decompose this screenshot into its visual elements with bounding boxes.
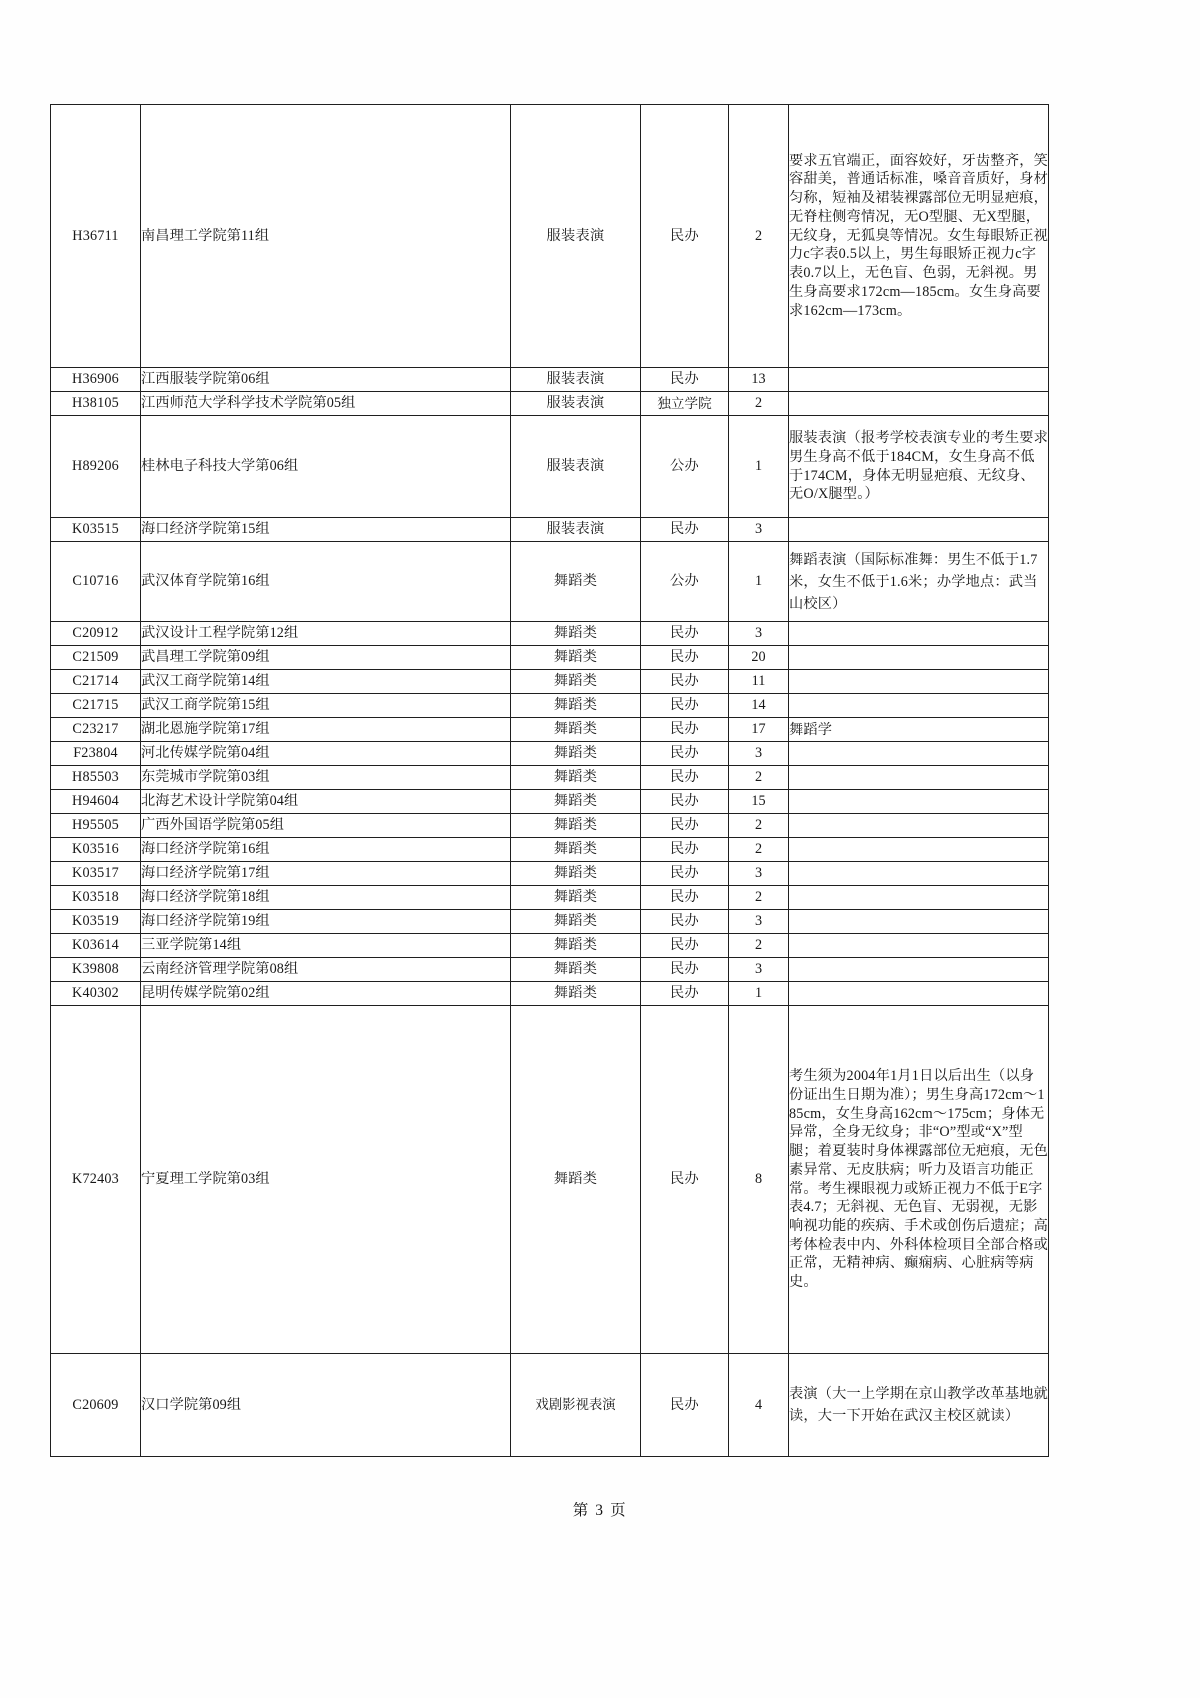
cell-institution-name: 江西服装学院第06组 [141,368,511,392]
cell-institution-code: H95505 [51,814,141,838]
cell-institution-name: 武昌理工学院第09组 [141,646,511,670]
cell-institution-code: C20609 [51,1354,141,1457]
cell-plan-count: 3 [729,958,789,982]
cell-school-type: 民办 [641,862,729,886]
cell-remark [789,392,1049,416]
cell-plan-count: 2 [729,105,789,368]
cell-major-category: 舞蹈类 [511,742,641,766]
cell-remark [789,742,1049,766]
cell-institution-code: H94604 [51,790,141,814]
cell-institution-code: K72403 [51,1006,141,1354]
cell-major-category: 舞蹈类 [511,814,641,838]
cell-major-category: 舞蹈类 [511,838,641,862]
cell-major-category: 戏剧影视表演 [511,1354,641,1457]
cell-school-type: 民办 [641,105,729,368]
cell-major-category: 舞蹈类 [511,622,641,646]
cell-plan-count: 20 [729,646,789,670]
admissions-table [50,104,1049,1457]
cell-remark [789,790,1049,814]
cell-remark: 舞蹈学 [789,718,1049,742]
cell-institution-code: H89206 [51,416,141,518]
cell-major-category: 舞蹈类 [511,862,641,886]
cell-major-category: 服装表演 [511,392,641,416]
cell-major-category: 服装表演 [511,518,641,542]
cell-major-category: 舞蹈类 [511,718,641,742]
cell-school-type: 民办 [641,886,729,910]
cell-institution-name: 海口经济学院第18组 [141,886,511,910]
table-row [51,742,1049,766]
cell-institution-code: C20912 [51,622,141,646]
table-row [51,622,1049,646]
cell-major-category: 舞蹈类 [511,542,641,622]
cell-institution-name: 武汉工商学院第14组 [141,670,511,694]
cell-plan-count: 4 [729,1354,789,1457]
cell-institution-code: H38105 [51,392,141,416]
cell-institution-name: 三亚学院第14组 [141,934,511,958]
table-row [51,416,1049,518]
cell-remark [789,368,1049,392]
cell-institution-name: 汉口学院第09组 [141,1354,511,1457]
cell-remark [789,518,1049,542]
cell-school-type: 民办 [641,958,729,982]
cell-school-type: 民办 [641,910,729,934]
cell-institution-name: 南昌理工学院第11组 [141,105,511,368]
cell-remark: 表演（大一上学期在京山教学改革基地就读，大一下开始在武汉主校区就读） [789,1354,1049,1457]
cell-major-category: 舞蹈类 [511,694,641,718]
cell-institution-name: 湖北恩施学院第17组 [141,718,511,742]
cell-institution-code: C10716 [51,542,141,622]
cell-institution-name: 江西师范大学科学技术学院第05组 [141,392,511,416]
cell-school-type: 民办 [641,646,729,670]
cell-plan-count: 2 [729,814,789,838]
table-row [51,646,1049,670]
cell-institution-code: H85503 [51,766,141,790]
cell-remark: 服装表演（报考学校表演专业的考生要求男生身高不低于184CM，女生身高不低于174CM，身体无明显疤痕、无纹身、无O/X腿型。） [789,416,1049,518]
cell-institution-name: 宁夏理工学院第03组 [141,1006,511,1354]
cell-plan-count: 14 [729,694,789,718]
table-row [51,670,1049,694]
cell-remark [789,862,1049,886]
cell-remark [789,694,1049,718]
admissions-table-body [51,105,1049,1457]
cell-remark: 舞蹈表演（国际标准舞：男生不低于1.7米，女生不低于1.6米；办学地点：武当山校区） [789,542,1049,622]
cell-school-type: 公办 [641,416,729,518]
cell-school-type: 民办 [641,766,729,790]
cell-remark [789,766,1049,790]
cell-school-type: 民办 [641,934,729,958]
cell-institution-name: 河北传媒学院第04组 [141,742,511,766]
cell-plan-count: 2 [729,838,789,862]
cell-institution-code: C21715 [51,694,141,718]
cell-major-category: 舞蹈类 [511,958,641,982]
cell-institution-name: 武汉工商学院第15组 [141,694,511,718]
cell-school-type: 民办 [641,518,729,542]
cell-institution-code: K03515 [51,518,141,542]
cell-major-category: 服装表演 [511,105,641,368]
table-row [51,694,1049,718]
cell-plan-count: 2 [729,766,789,790]
table-row [51,1354,1049,1457]
cell-school-type: 民办 [641,742,729,766]
cell-remark [789,958,1049,982]
cell-remark: 要求五官端正，面容姣好，牙齿整齐，笑容甜美，普通话标准，嗓音音质好，身材匀称，短袖及裙装裸露部位无明显疤痕，无脊柱侧弯情况，无O型腿、无X型腿，无纹身，无狐臭等情况。女生每眼矫正视力c字表0.5以上，男生每眼矫正视力c字表0.7以上，无色盲、色弱，无斜视。男生身高要求172cm—185cm。女生身高要求162cm—173cm。 [789,105,1049,368]
cell-school-type: 民办 [641,368,729,392]
cell-plan-count: 3 [729,910,789,934]
cell-remark [789,934,1049,958]
table-row [51,814,1049,838]
cell-plan-count: 13 [729,368,789,392]
table-row [51,862,1049,886]
table-row [51,542,1049,622]
cell-institution-name: 北海艺术设计学院第04组 [141,790,511,814]
cell-institution-code: K03614 [51,934,141,958]
cell-institution-code: H36906 [51,368,141,392]
table-row [51,886,1049,910]
cell-plan-count: 11 [729,670,789,694]
table-row [51,790,1049,814]
cell-plan-count: 2 [729,392,789,416]
cell-major-category: 舞蹈类 [511,886,641,910]
cell-major-category: 舞蹈类 [511,670,641,694]
cell-school-type: 民办 [641,982,729,1006]
cell-institution-code: K03517 [51,862,141,886]
cell-institution-name: 昆明传媒学院第02组 [141,982,511,1006]
cell-school-type: 民办 [641,838,729,862]
cell-school-type: 民办 [641,718,729,742]
cell-major-category: 舞蹈类 [511,982,641,1006]
cell-major-category: 服装表演 [511,416,641,518]
cell-remark [789,886,1049,910]
cell-school-type: 民办 [641,694,729,718]
cell-major-category: 舞蹈类 [511,646,641,670]
cell-plan-count: 2 [729,934,789,958]
cell-institution-name: 武汉体育学院第16组 [141,542,511,622]
cell-plan-count: 1 [729,542,789,622]
cell-institution-code: H36711 [51,105,141,368]
cell-plan-count: 1 [729,416,789,518]
cell-institution-name: 东莞城市学院第03组 [141,766,511,790]
table-row [51,392,1049,416]
cell-institution-name: 武汉设计工程学院第12组 [141,622,511,646]
cell-school-type: 民办 [641,790,729,814]
cell-remark [789,646,1049,670]
table-row [51,368,1049,392]
cell-institution-name: 海口经济学院第17组 [141,862,511,886]
page-footer: 第 3 页 [572,1502,628,1519]
cell-plan-count: 1 [729,982,789,1006]
cell-school-type: 民办 [641,622,729,646]
cell-institution-code: K03519 [51,910,141,934]
cell-remark [789,838,1049,862]
cell-remark [789,814,1049,838]
cell-institution-code: K03516 [51,838,141,862]
cell-plan-count: 8 [729,1006,789,1354]
cell-institution-name: 云南经济管理学院第08组 [141,958,511,982]
cell-institution-code: C23217 [51,718,141,742]
cell-major-category: 舞蹈类 [511,790,641,814]
table-row [51,910,1049,934]
cell-plan-count: 3 [729,518,789,542]
table-row [51,766,1049,790]
cell-institution-name: 海口经济学院第19组 [141,910,511,934]
table-row [51,518,1049,542]
cell-remark: 考生须为2004年1月1日以后出生（以身份证出生日期为准）；男生身高172cm～185cm，女生身高162cm～175cm；身体无异常，全身无纹身；非“O”型或“X”型腿；着夏装时身体裸露部位无疤痕，无色素异常、无皮肤病；听力及语言功能正常。考生裸眼视力或矫正视力不低于E字表4.7；无斜视、无色盲、无弱视，无影响视功能的疾病、手术或创伤后遗症；高考体检表中内、外科体检项目全部合格或正常，无精神病、癫痫病、心脏病等病史。 [789,1006,1049,1354]
cell-major-category: 舞蹈类 [511,1006,641,1354]
cell-plan-count: 3 [729,862,789,886]
cell-institution-code: K03518 [51,886,141,910]
cell-remark [789,670,1049,694]
cell-school-type: 民办 [641,814,729,838]
cell-plan-count: 17 [729,718,789,742]
cell-institution-code: K39808 [51,958,141,982]
table-row [51,982,1049,1006]
cell-institution-name: 桂林电子科技大学第06组 [141,416,511,518]
table-row [51,718,1049,742]
cell-school-type: 公办 [641,542,729,622]
cell-institution-code: C21509 [51,646,141,670]
cell-institution-name: 海口经济学院第15组 [141,518,511,542]
cell-remark [789,910,1049,934]
cell-plan-count: 15 [729,790,789,814]
cell-institution-code: C21714 [51,670,141,694]
cell-major-category: 舞蹈类 [511,934,641,958]
cell-major-category: 舞蹈类 [511,910,641,934]
cell-major-category: 舞蹈类 [511,766,641,790]
table-row [51,1006,1049,1354]
cell-institution-name: 海口经济学院第16组 [141,838,511,862]
table-row [51,958,1049,982]
cell-plan-count: 3 [729,622,789,646]
cell-institution-code: F23804 [51,742,141,766]
table-row [51,105,1049,368]
cell-school-type: 民办 [641,1006,729,1354]
cell-institution-name: 广西外国语学院第05组 [141,814,511,838]
cell-school-type: 民办 [641,670,729,694]
cell-remark [789,982,1049,1006]
cell-institution-code: K40302 [51,982,141,1006]
cell-major-category: 服装表演 [511,368,641,392]
cell-remark [789,622,1049,646]
cell-plan-count: 3 [729,742,789,766]
cell-plan-count: 2 [729,886,789,910]
admissions-table-wrapper [50,104,1048,1457]
cell-school-type: 民办 [641,1354,729,1457]
table-row [51,838,1049,862]
cell-school-type: 独立学院 [641,392,729,416]
table-row [51,934,1049,958]
